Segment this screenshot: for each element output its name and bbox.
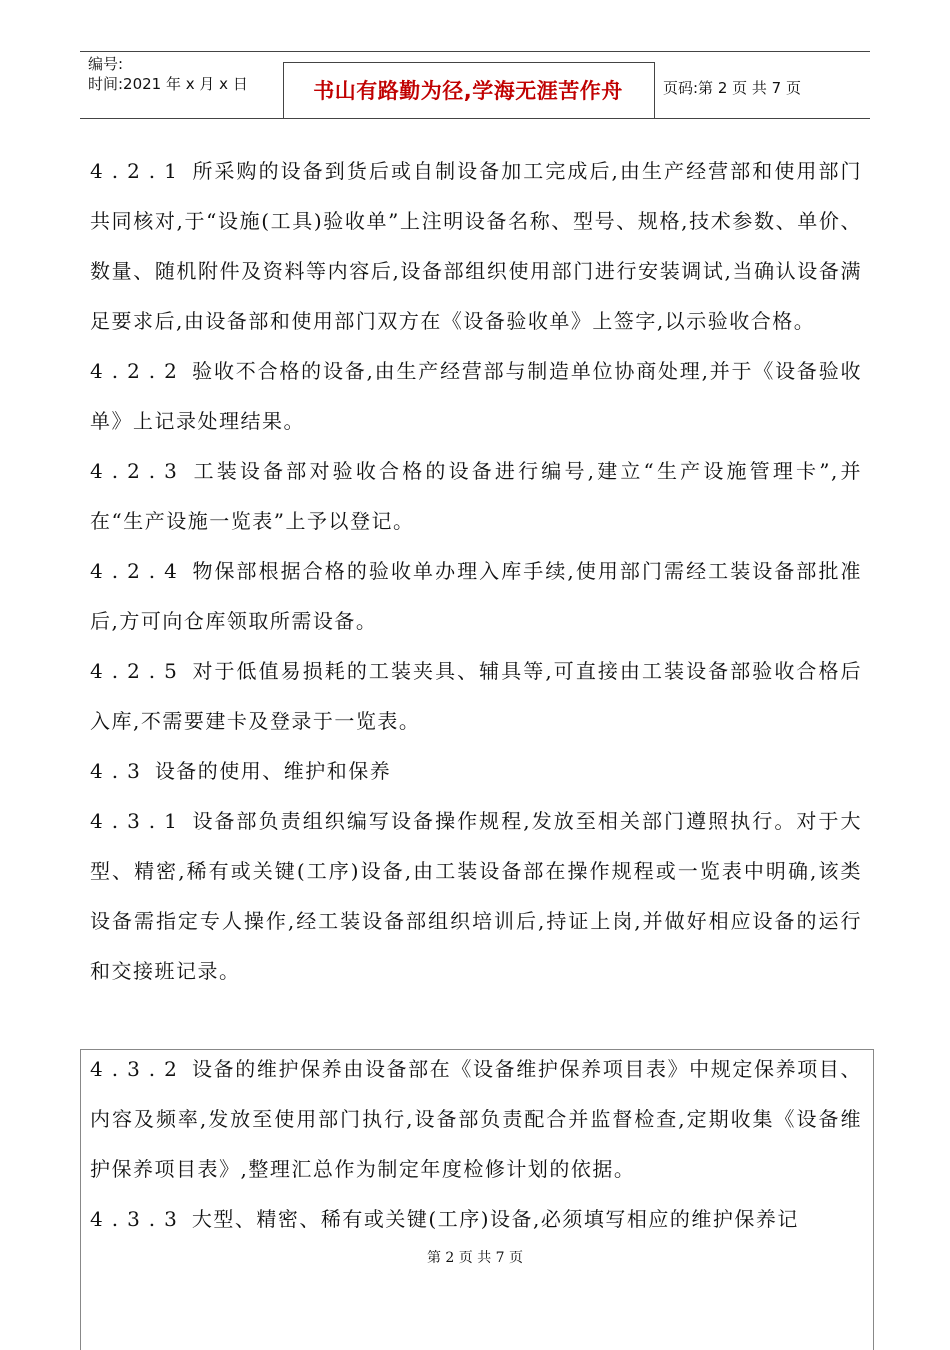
header-meta xyxy=(88,54,248,94)
paragraph xyxy=(90,1044,862,1194)
paragraph xyxy=(90,796,862,996)
paragraph-text: 所采购的设备到货后或自制设备加工完成后,由生产经营部和使用部门共同核对,于“设施(工具)验收单”上注明设备名称、型号、规格,技术参数、单价、数量、随机附件及资料等内容后,设备部组织使用部门进行安装调试,当确认设备满足要求后,由设备部和使用部门双方在《设备验收单》上签字,以示验收合格。 xyxy=(90,159,862,333)
page-footer: 第 2 页 共 7 页 xyxy=(426,1250,524,1266)
section-number: 4.2.1 xyxy=(90,159,186,183)
section-number: 4.3.3 xyxy=(90,1207,186,1231)
section-heading-text: 设备的使用、维护和保养 xyxy=(154,759,392,783)
paragraph xyxy=(90,446,862,546)
document-number-label: 编号: xyxy=(88,55,124,73)
section-number: 4.3 xyxy=(90,759,149,783)
paragraph xyxy=(90,1194,862,1244)
paragraph-text: 设备部负责组织编写设备操作规程,发放至相关部门遵照执行。对于大型、精密,稀有或关键(工序)设备,由工装设备部在操作规程或一览表中明确,该类设备需指定专人操作,经工装设备部组织培训后,持证上岗,并做好相应设备的运行和交接班记录。 xyxy=(90,809,862,983)
header-top-rule xyxy=(80,51,870,52)
section-number: 4.3.2 xyxy=(90,1057,186,1081)
section-number: 4.2.2 xyxy=(90,359,186,383)
paragraph-text: 对于低值易损耗的工装夹具、辅具等,可直接由工装设备部验收合格后入库,不需要建卡及登录于一览表。 xyxy=(90,659,862,733)
section-number: 4.2.3 xyxy=(90,459,186,483)
document-body xyxy=(90,146,862,996)
section-heading xyxy=(90,746,862,796)
paragraph-text: 设备的维护保养由设备部在《设备维护保养项目表》中规定保养项目、内容及频率,发放至使用部门执行,设备部负责配合并监督检查,定期收集《设备维护保养项目表》,整理汇总作为制定年度检修计划的依据。 xyxy=(90,1057,862,1181)
header-slogan: 书山有路勤为径,学海无涯苦作舟 xyxy=(313,79,623,103)
paragraph-text: 验收不合格的设备,由生产经营部与制造单位协商处理,并于《设备验收单》上记录处理结果。 xyxy=(90,359,862,433)
paragraph xyxy=(90,146,862,346)
paragraph-text: 工装设备部对验收合格的设备进行编号,建立“生产设施管理卡”,并在“生产设施一览表”上予以登记。 xyxy=(90,459,862,533)
header-bottom-rule xyxy=(80,118,870,119)
paragraph xyxy=(90,646,862,746)
framed-body xyxy=(90,1044,862,1244)
paragraph-text: 物保部根据合格的验收单办理入库手续,使用部门需经工装设备部批准后,方可向仓库领取所需设备。 xyxy=(90,559,862,633)
document-time: 时间:2021 年 x 月 x 日 xyxy=(88,75,248,93)
section-number: 4.2.4 xyxy=(90,559,186,583)
paragraph xyxy=(90,346,862,446)
paragraph-text: 大型、精密、稀有或关键(工序)设备,必须填写相应的维护保养记 xyxy=(191,1207,799,1231)
paragraph xyxy=(90,546,862,646)
section-number: 4.2.5 xyxy=(90,659,186,683)
section-number: 4.3.1 xyxy=(90,809,186,833)
header-page-code: 页码:第 2 页 共 7 页 xyxy=(663,79,801,97)
